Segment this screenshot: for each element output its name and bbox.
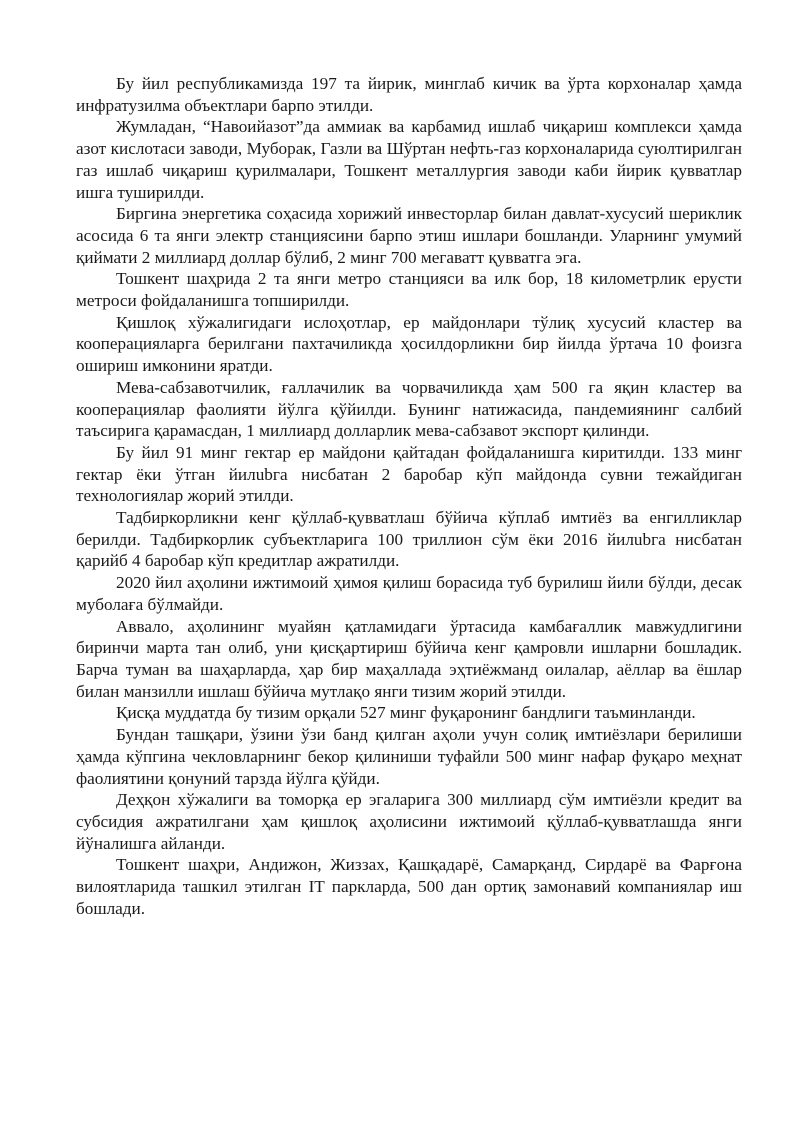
paragraph-14: Тошкент шаҳри, Андижон, Жиззах, Қашқадарё, Самарқанд, Сирдарё ва Фарғона вилоятларида ташкил этилган IT паркларда, 500 дан ортиқ замонавий компаниялар иш бошлади. [76, 855, 742, 918]
paragraph-9: 2020 йил аҳолини ижтимоий ҳимоя қилиш борасида туб бурилиш йили бўлди, десак муболаға бўлмайди. [76, 573, 742, 614]
paragraph-5: Қишлоқ хўжалигидаги ислоҳотлар, ер майдонлари тўлиқ хусусий кластер ва кооперацияларга берилгани пахтачиликда ҳосилдорликни бир йилда ўртача 10 фоизга ошириш имконини яратди. [76, 312, 742, 376]
paragraph-10: Аввало, аҳолининг муайян қатламидаги ўртасида камбағаллик мавжудлигини биринчи марта тан олиб, уни қисқартириш бўйича кенг қамровли ишларни бошладик. Барча туман ва шаҳарларда, ҳар бир маҳаллада эҳтиёжманд оилалар, аёллар ва ёшлар билан манзилли ишлаш бўйича мутлақо янги тизим жорий этилди. [76, 616, 742, 701]
paragraph-1: Бу йил республикамизда 197 та йирик, минглаб кичик ва ўрта корхоналар ҳамда инфратузилма объектлари барпо этилди. [76, 74, 742, 115]
paragraph-7: Бу йил 91 минг гектар ер майдони қайтадан фойдаланишга киритилди. 133 минг гектар ёки ўтган йилubга нисбатан 2 баробар кўп майдонда сувни тежайдиган технологиялар жорий этилди. [76, 442, 742, 506]
paragraph-8: Тадбиркорликни кенг қўллаб-қувватлаш бўйича кўплаб имтиёз ва енгилликлар берилди. Тадбиркорлик субъектларига 100 триллион сўм ёки 2016 йилubга нисбатан қарийб 4 баробар кўп кредитлар ажратилди. [76, 508, 742, 571]
paragraph-3: Биргина энергетика соҳасида хорижий инвесторлар билан давлат-хусусий шериклик асосида 6 та янги электр станциясини барпо этиш ишлари бошланди. Уларнинг умумий қиймати 2 миллиард доллар бўлиб, 2 минг 700 мегаватт қувватга эга. [76, 204, 742, 267]
paragraph-13: Деҳқон хўжалиги ва томорқа ер эгаларига 300 миллиард сўм имтиёзли кредит ва субсидия ажратилгани ҳам қишлоқ аҳолисини ижтимоий қўллаб-қувватлашда янги йўналишга айланди. [76, 790, 742, 853]
document-body [76, 73, 742, 919]
paragraph-6: Мева-сабзавотчилик, ғаллачилик ва чорвачиликда ҳам 500 га яқин кластер ва кооперациялар фаолияти йўлга қўйилди. Бунинг натижасида, пандемиянинг салбий таъсирига қарамасдан, 1 миллиард долларлик мева-сабзавот экспорт қилинди. [76, 377, 742, 441]
paragraph-11: Қисқа муддатда бу тизим орқали 527 минг фуқаронинг бандлиги таъминланди. [116, 703, 696, 723]
paragraph-2: Жумладан, “Навоийазот”да аммиак ва карбамид ишлаб чиқариш комплекси ҳамда азот кислотаси заводи, Муборак, Газли ва Шўртан нефть-газ корхоналарида суюлтирилган газ ишлаб чиқариш қурилмалари, Тошкент металлургия заводи каби йирик қувватлар ишга туширилди. [76, 117, 742, 202]
paragraph-4: Тошкент шаҳрида 2 та янги метро станцияси ва илк бор, 18 километрлик ерусти метроси фойдаланишга топширилди. [76, 269, 742, 311]
paragraph-12: Бундан ташқари, ўзини ўзи банд қилган аҳоли учун солиқ имтиёзлари берилиши ҳамда кўпгина чекловларнинг бекор қилиниши туфайли 500 минг нафар фуқаро меҳнат фаолиятини қонуний тарзда йўлга қўйди. [76, 725, 742, 788]
